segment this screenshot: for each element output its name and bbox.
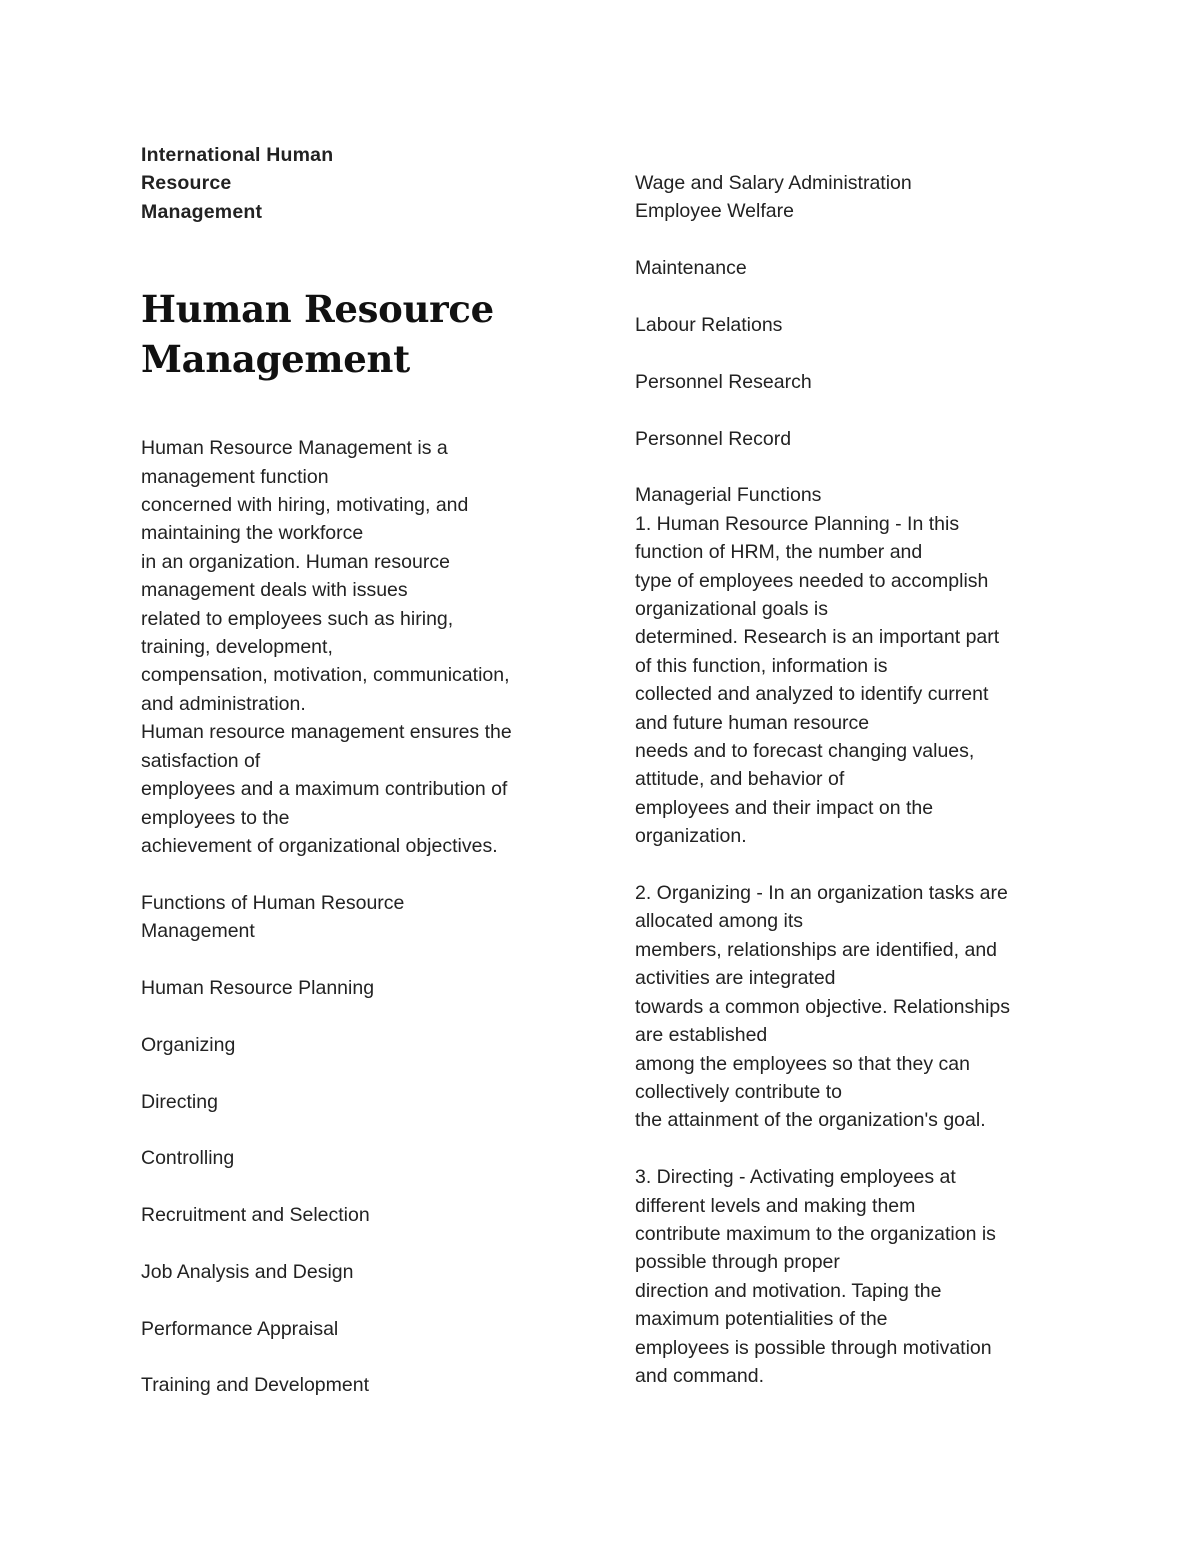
document-title-line: Management bbox=[141, 200, 263, 223]
spacer bbox=[141, 1173, 571, 1201]
functions-heading-line: Management bbox=[141, 920, 255, 943]
paragraph-line: collected and analyzed to identify current bbox=[635, 683, 989, 706]
spacer bbox=[141, 1116, 571, 1144]
paragraph-planning bbox=[635, 510, 1065, 851]
intro-line: in an organization. Human resource bbox=[141, 550, 450, 573]
spacer bbox=[635, 453, 1065, 481]
spacer bbox=[635, 1135, 1065, 1163]
document-title bbox=[141, 141, 571, 226]
functions-heading bbox=[141, 889, 571, 946]
spacer bbox=[635, 226, 1065, 254]
intro-line: management function bbox=[141, 465, 329, 488]
intro-line: compensation, motivation, communication, bbox=[141, 664, 510, 687]
paragraph-line: allocated among its bbox=[635, 910, 804, 933]
intro-line: employees and a maximum contribution of bbox=[141, 778, 508, 801]
paragraph-line: type of employees needed to accomplish bbox=[635, 569, 989, 592]
spacer bbox=[141, 1286, 571, 1314]
function-item: Maintenance bbox=[635, 257, 747, 280]
paragraph-line: 1. Human Resource Planning - In this bbox=[635, 512, 960, 535]
section-heading-line: Human Resource bbox=[141, 287, 494, 332]
paragraph-line: possible through proper bbox=[635, 1251, 840, 1274]
paragraph-line: attitude, and behavior of bbox=[635, 768, 845, 791]
intro-line: related to employees such as hiring, bbox=[141, 607, 454, 630]
function-item: Job Analysis and Design bbox=[141, 1260, 354, 1283]
managerial-functions-heading: Managerial Functions bbox=[635, 484, 822, 507]
paragraph-directing bbox=[635, 1163, 1065, 1390]
paragraph-line: members, relationships are identified, and bbox=[635, 938, 998, 961]
paragraph-line: 2. Organizing - In an organization tasks are bbox=[635, 882, 1008, 905]
spacer bbox=[141, 946, 571, 974]
paragraph-line: the attainment of the organization's goal. bbox=[635, 1109, 986, 1132]
section-heading-line: Management bbox=[141, 337, 410, 382]
function-item: Employee Welfare bbox=[635, 200, 794, 223]
intro-line: achievement of organizational objectives. bbox=[141, 834, 498, 857]
paragraph-line: different levels and making them bbox=[635, 1194, 916, 1217]
paragraph-line: and future human resource bbox=[635, 711, 870, 734]
intro-line: maintaining the workforce bbox=[141, 522, 364, 545]
intro-line: concerned with hiring, motivating, and bbox=[141, 494, 469, 517]
functions-list bbox=[141, 946, 571, 1400]
paragraph-line: function of HRM, the number and bbox=[635, 541, 923, 564]
functions-heading-line: Functions of Human Resource bbox=[141, 891, 405, 914]
paragraph-line: organizational goals is bbox=[635, 598, 828, 621]
spacer bbox=[141, 1002, 571, 1030]
intro-paragraph bbox=[141, 434, 571, 860]
left-column bbox=[141, 141, 571, 1400]
paragraph-line: direction and motivation. Taping the bbox=[635, 1279, 942, 1302]
intro-line: Human resource management ensures the bbox=[141, 721, 512, 744]
intro-line: satisfaction of bbox=[141, 749, 261, 772]
function-item: Training and Development bbox=[141, 1374, 369, 1397]
function-item: Labour Relations bbox=[635, 314, 783, 336]
paragraph-organizing bbox=[635, 879, 1065, 1135]
functions-list-continued bbox=[635, 169, 1065, 481]
function-item: Controlling bbox=[141, 1147, 235, 1170]
function-item: Organizing bbox=[141, 1033, 236, 1056]
function-item: Recruitment and Selection bbox=[141, 1204, 370, 1227]
paragraph-line: towards a common objective. Relationships bbox=[635, 995, 1011, 1018]
spacer bbox=[141, 1343, 571, 1371]
paragraph-line: employees and their impact on the bbox=[635, 796, 934, 819]
spacer bbox=[141, 860, 571, 888]
function-item: Personnel Research bbox=[635, 370, 812, 393]
paragraph-line: maximum potentialities of the bbox=[635, 1308, 888, 1331]
paragraph-line: and command. bbox=[635, 1364, 764, 1387]
paragraph-line: contribute maximum to the organization is bbox=[635, 1222, 996, 1245]
intro-line: training, development, bbox=[141, 636, 333, 659]
paragraph-line: are established bbox=[635, 1024, 768, 1047]
spacer bbox=[635, 396, 1065, 424]
spacer bbox=[635, 851, 1065, 879]
paragraph-line: of this function, information is bbox=[635, 654, 888, 677]
paragraph-line: activities are integrated bbox=[635, 967, 836, 990]
spacer bbox=[141, 1230, 571, 1258]
section-heading bbox=[141, 284, 571, 384]
function-item: Directing bbox=[141, 1090, 218, 1113]
document-title-line: Resource bbox=[141, 172, 232, 195]
intro-line: management deals with issues bbox=[141, 579, 408, 602]
paragraph-line: 3. Directing - Activating employees at bbox=[635, 1166, 956, 1189]
function-item: Performance Appraisal bbox=[141, 1317, 339, 1340]
spacer bbox=[141, 1059, 571, 1087]
spacer bbox=[635, 339, 1065, 367]
paragraph-line: collectively contribute to bbox=[635, 1080, 843, 1103]
paragraph-line: organization. bbox=[635, 825, 747, 848]
paragraph-line: needs and to forecast changing values, bbox=[635, 740, 975, 763]
paragraph-line: determined. Research is an important part bbox=[635, 626, 1000, 649]
right-column bbox=[635, 169, 1065, 1390]
function-item: Human Resource Planning bbox=[141, 976, 375, 999]
paragraph-line: among the employees so that they can bbox=[635, 1052, 970, 1075]
intro-line: employees to the bbox=[141, 806, 290, 829]
intro-line: Human Resource Management is a bbox=[141, 437, 448, 460]
function-item: Wage and Salary Administration bbox=[635, 172, 912, 194]
paragraph-line: employees is possible through motivation bbox=[635, 1336, 992, 1359]
spacer bbox=[635, 283, 1065, 311]
document-title-line: International Human bbox=[141, 144, 334, 166]
intro-line: and administration. bbox=[141, 692, 306, 715]
function-item: Personnel Record bbox=[635, 427, 792, 450]
